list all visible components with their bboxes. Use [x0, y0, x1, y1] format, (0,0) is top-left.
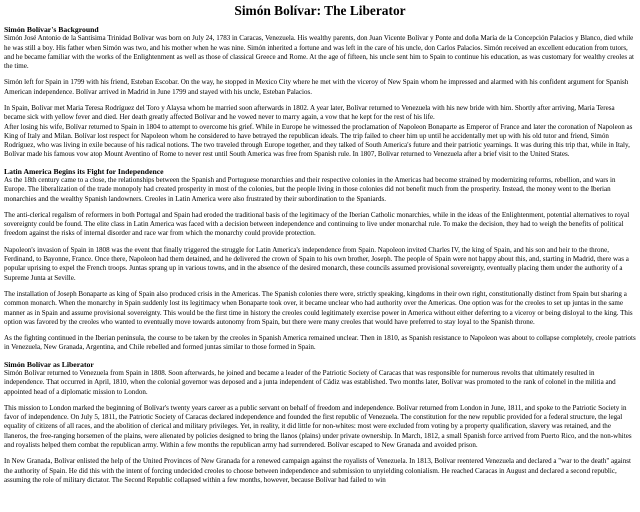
- paragraph: This mission to London marked the beginning of Bolívar's twenty years career as a public servant on behalf of freedom and independence. Bolívar returned from London in June, 1811, and spoke to the Patriotic Society in favor of independence. On July 5, 1811, the Patriotic Society of Caracas declared independence and founded the first republic of Venezuela. The constitution for the new republic provided for a federal structure, the legal equality of citizens of all races, and the abolition of clerical and military privileges. Yet, in reality, it did little for non-whites: most were excluded from voting by a property qualification, slavery was retained, and the llaneros, the free-ranging horsemen of the plains, were alienated by policies designed to bring the llanos (plains) under private ownership. In March, 1812, a small Spanish force arrived from Puerto Rico, and the non-whites and royalists helped them combat the republican army. Within a few months the republican army had surrendered. Bolívar escaped to New Granada and avoided prison.: [4, 403, 632, 449]
- section-heading: Latin America Begins its Fight for Independence: [4, 166, 164, 176]
- paragraph: Simón Bolívar returned to Venezuela from Spain in 1808. Soon afterwards, he joined and became a leader of the Patriotic Society of Caracas that was responsible for numerous revolts that ultimately resulted in independence. That occurred in April, 1810, when the colonial governor was deposed and a junta independent of Cádiz was established. Two months later, Bolívar was promoted to the rank of colonel in the militia and appointed head of a diplomatic mission to London.: [4, 368, 616, 396]
- paragraph: After losing his wife, Bolívar returned to Spain in 1804 to attempt to overcome his grief. While in Europe he witnessed the proclamation of Napoleon Bonaparte as Emperor of France and later the coronation of Napoleon as King of Italy and Milan. Bolívar lost respect for Napoleon whom he considered to have betrayed the republican ideals. The trip failed to cheer him up until he accidentally met up with his old tutor and friend, Simón Rodríguez, who was living in exile because of his radical notions. The two traveled through Europe together, and they talked of South America's future and their patriotic yearnings. It was during this trip that, while in Italy, Bolívar made his famous vow atop Mount Aventino of Rome to never rest until South America was free from Spanish rule. In 1807, Bolívar returned to Venezuela after a brief visit to the United States.: [4, 122, 633, 159]
- section-heading: Simón Bolívar as Liberator: [4, 359, 94, 369]
- paragraph: As the 18th century came to a close, the relationships between the Spanish and Portuguese monarchies and their respective colonies in the Americas had become strained by modernizing reforms, rebellion, and wars in Europe. The liberalization of the trade monopoly had created prosperity in most of the colonies, but the people living in those colonies did not benefit much from the prosperity. Instead, the money went to the Iberian monarchies and the wealthy Spanish landowners. Creoles in Latin America were also frustrated by their subordination to the Spaniards.: [4, 175, 616, 203]
- section-background: [4, 25, 636, 160]
- paragraph: In Spain, Bolívar met Maria Teresa Rodríguez del Toro y Alaysa whom he married soon afterwards in 1802. A year later, Bolívar returned to Venezuela with his new bride with him. Shortly after arriving, Maria Teresa became sick with yellow fever and died. Her death greatly affected Bolívar and he vowed never to marry again, a vow that he kept for the rest of his life.: [4, 103, 615, 122]
- section-liberator: [4, 360, 636, 485]
- paragraph: The installation of Joseph Bonaparte as king of Spain also produced crisis in the Americas. The Spanish colonies there were, strictly speaking, kingdoms in their own right, constitutionally distinct from Spain but sharing a common monarch. When the monarchy in Spain suddenly lost its legitimacy when Bonaparte took over, it became unclear who had authority over the Americas. One option was for the creoles to set up juntas in the same manner as in Spain and assume provisional sovereignty. This would be the first time in history the creoles could legitimately exercise power in America without either deferring to a viceroy or being disloyal to the king. This option was favored by the creoles who wanted to eventually move towards autonomy from Spain, but there were many creoles that would have preferred to stay loyal to the Spanish throne.: [4, 289, 633, 326]
- paragraph: As the fighting continued in the Iberian peninsula, the course to be taken by the creoles in Spanish America remained unclear. Then in 1810, as Spanish resistance to Napoleon was about to collapse completely, creole patriots in Venezuela, New Granada, Argentina, and Chile rebelled and formed juntas similar to those formed in Spain.: [4, 334, 636, 352]
- paragraph: Simón left for Spain in 1799 with his friend, Esteban Escobar. On the way, he stopped in Mexico City where he met with the viceroy of New Spain whom he impressed and alarmed with his confident argument for Spanish American independence. Bolívar arrived in Madrid in June 1799 and stayed with his uncle, Esteban Palacios.: [4, 78, 629, 96]
- paragraph: The anti-clerical regalism of reformers in both Portugal and Spain had eroded the traditional basis of the legitimacy of the Iberian Catholic monarchies, while in the ideas of the Enlightenment, potential alternatives to royal sovereignty could be found. The elite class in Latin America was faced with a decision between independence and continuing to live under monarchal rule. To make the decision, they had to weigh the benefits of political freedom against the risks of internal disorder and race war from which the monarchy could provide protection.: [4, 210, 630, 238]
- page-title: Simón Bolívar: The Liberator: [234, 3, 406, 18]
- section-heading: Simón Bolívar's Background: [4, 25, 99, 34]
- paragraph: Simón José Antonio de la Santísima Trinidad Bolívar was born on July 24, 1783 in Caracas, Venezuela. His wealthy parents, don Juan Vicente Bolívar y Ponte and doña María de la Concepción Palacios y Blanco, died while he was still a boy. His father when Simón was two, and his mother when he was nine. Simón inherited a fortune and was left in the care of his uncle, don Carlos Palacios. Simón received an excellent education from tutors, and he became familiar with the works of the Enlightenment as well as those of classical Greece and Rome. At the age of fifteen, his uncle sent him to Spain to continue his education, as was customary for wealthy creoles at the time.: [4, 34, 634, 71]
- paragraph: Napoleon's invasion of Spain in 1808 was the event that finally triggered the struggle for Latin America's independence from Spain. Napoleon invited Charles IV, the king of Spain, and his son and heir to the throne, Ferdinand, to Bayonne, France. Once there, Napoleon had them detained, and he delivered the crown of Spain to his own brother, Joseph. The people of Spain were not happy about this, and, starting in Madrid, there was a popular uprising to expel the French troops. Juntas sprang up in various towns, and in the absence of the desired monarch, these councils assumed provisional sovereignty, eventually placing them under the authority of a Supreme Junta at Seville.: [4, 245, 629, 282]
- paragraph: In New Granada, Bolívar enlisted the help of the United Provinces of New Granada for a renewed campaign against the royalists of Venezuela. In 1813, Bolívar reentered Venezuela and declared a "war to the death" against the authority of Spain. He did this with the intent of forcing undecided creoles to choose between independence and submission to unyielding colonialism. He reached Caracas in August and declared a second republic, assuming the role of military dictator. The Second Republic collapsed within a few months, however, because Bolívar had failed to win: [4, 457, 631, 484]
- section-independence: [4, 167, 636, 353]
